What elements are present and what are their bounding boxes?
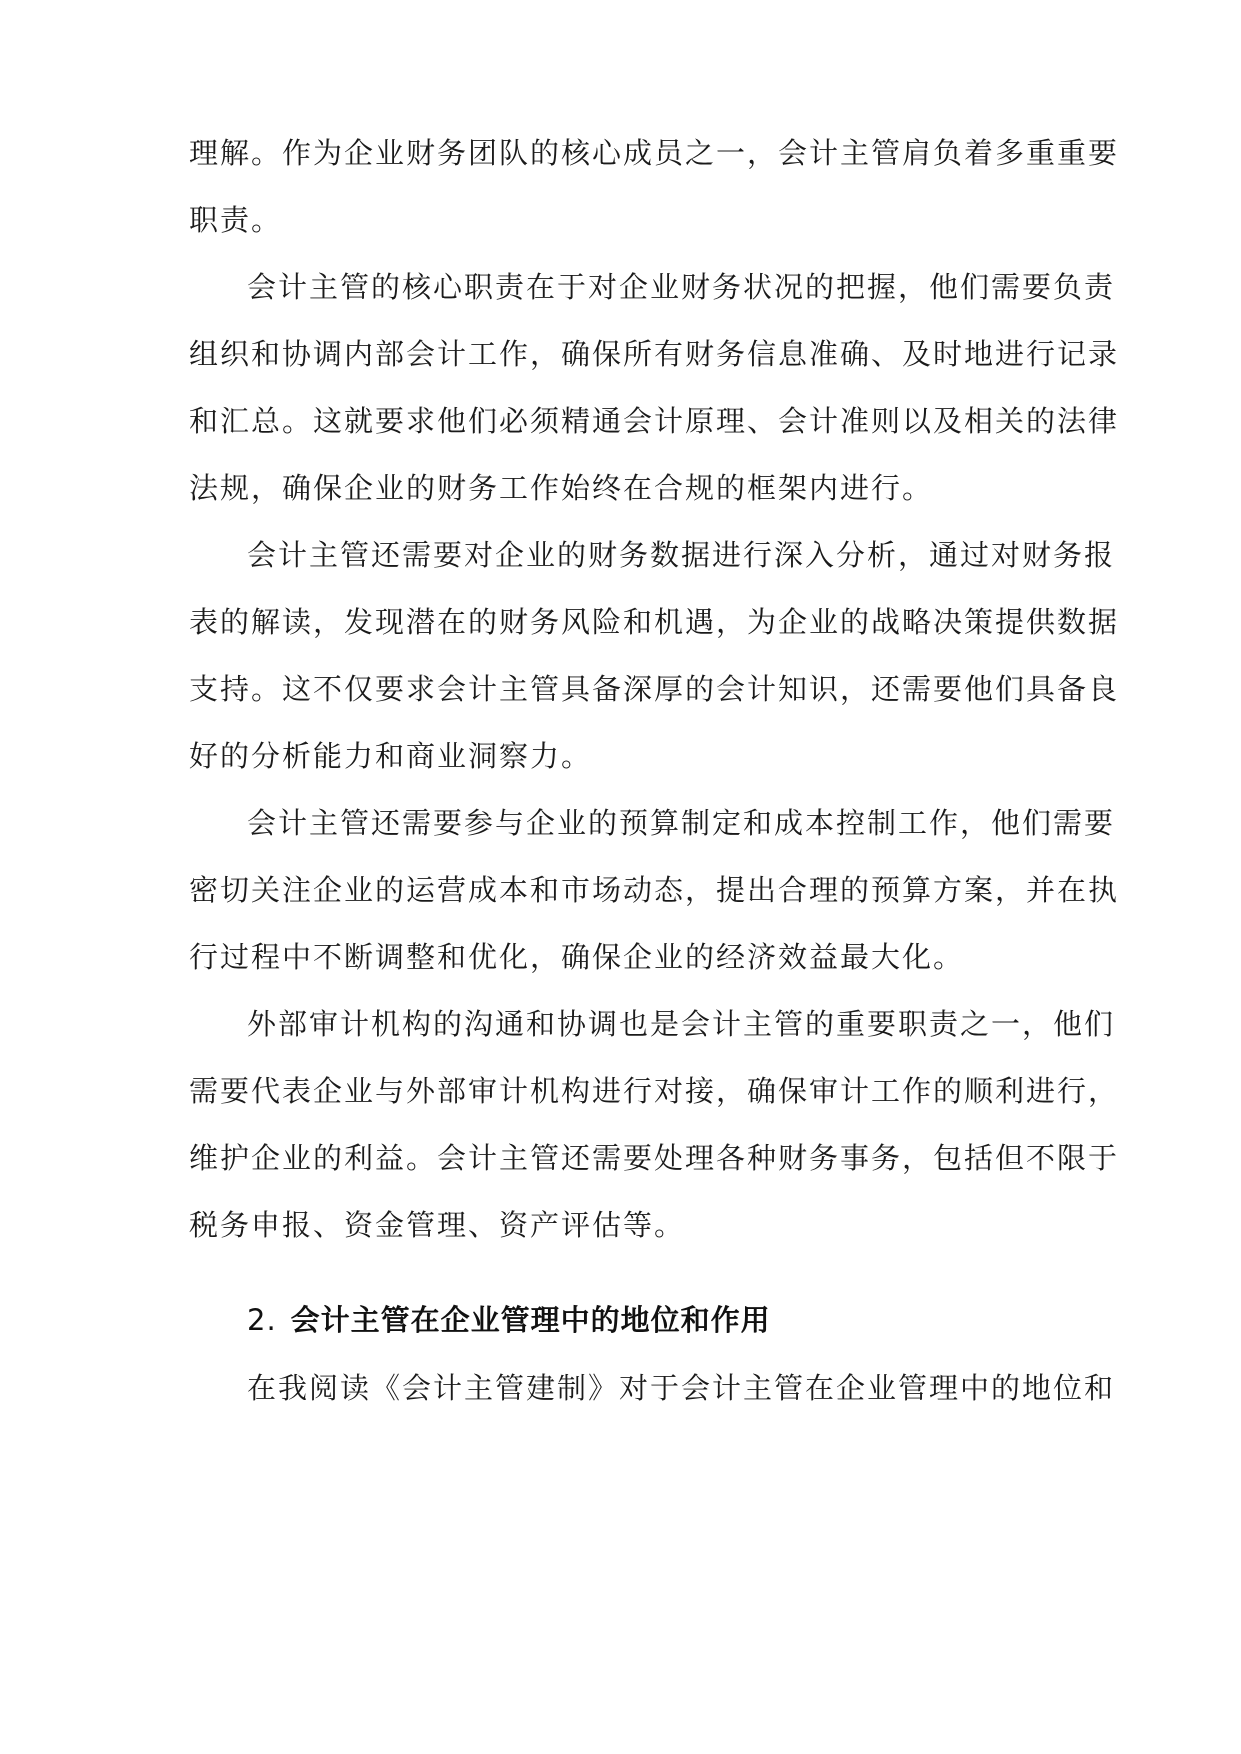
paragraph-3-line-4: 好的分析能力和商业洞察力。: [189, 739, 593, 773]
paragraph-6-line-1: 在我阅读《会计主管建制》对于会计主管在企业管理中的地位和: [247, 1371, 1116, 1405]
paragraph-4-line-2: 密切关注企业的运营成本和市场动态，提出合理的预算方案，并在执: [189, 873, 1120, 907]
paragraph-2-line-1: 会计主管的核心职责在于对企业财务状况的把握，他们需要负责: [247, 270, 1116, 304]
paragraph-5-line-4: 税务申报、资金管理、资产评估等。: [189, 1208, 686, 1242]
paragraph-2-line-3: 和汇总。这就要求他们必须精通会计原理、会计准则以及相关的法律: [189, 404, 1120, 438]
paragraph-4-line-1: 会计主管还需要参与企业的预算制定和成本控制工作，他们需要: [247, 806, 1116, 840]
section-2-number: 2.: [247, 1303, 277, 1337]
paragraph-3-line-2: 表的解读，发现潜在的财务风险和机遇，为企业的战略决策提供数据: [189, 605, 1120, 639]
paragraph-4-line-3: 行过程中不断调整和优化，确保企业的经济效益最大化。: [189, 940, 965, 974]
paragraph-2-line-4: 法规，确保企业的财务工作始终在合规的框架内进行。: [189, 471, 934, 505]
paragraph-5-line-2: 需要代表企业与外部审计机构进行对接，确保审计工作的顺利进行，: [189, 1074, 1120, 1108]
paragraph-2-line-2: 组织和协调内部会计工作，确保所有财务信息准确、及时地进行记录: [189, 337, 1120, 371]
paragraph-1-line-2: 职责。: [189, 203, 283, 237]
paragraph-3-line-1: 会计主管还需要对企业的财务数据进行深入分析，通过对财务报: [247, 538, 1116, 572]
paragraph-5-line-3: 维护企业的利益。会计主管还需要处理各种财务事务，包括但不限于: [189, 1141, 1120, 1175]
paragraph-3-line-3: 支持。这不仅要求会计主管具备深厚的会计知识，还需要他们具备良: [189, 672, 1120, 706]
section-2-title: 会计主管在企业管理中的地位和作用: [290, 1303, 771, 1337]
paragraph-5-line-1: 外部审计机构的沟通和协调也是会计主管的重要职责之一，他们: [247, 1007, 1116, 1041]
section-2-heading: [247, 1300, 771, 1340]
paragraph-1-line-1: 理解。作为企业财务团队的核心成员之一，会计主管肩负着多重重要: [189, 136, 1120, 170]
